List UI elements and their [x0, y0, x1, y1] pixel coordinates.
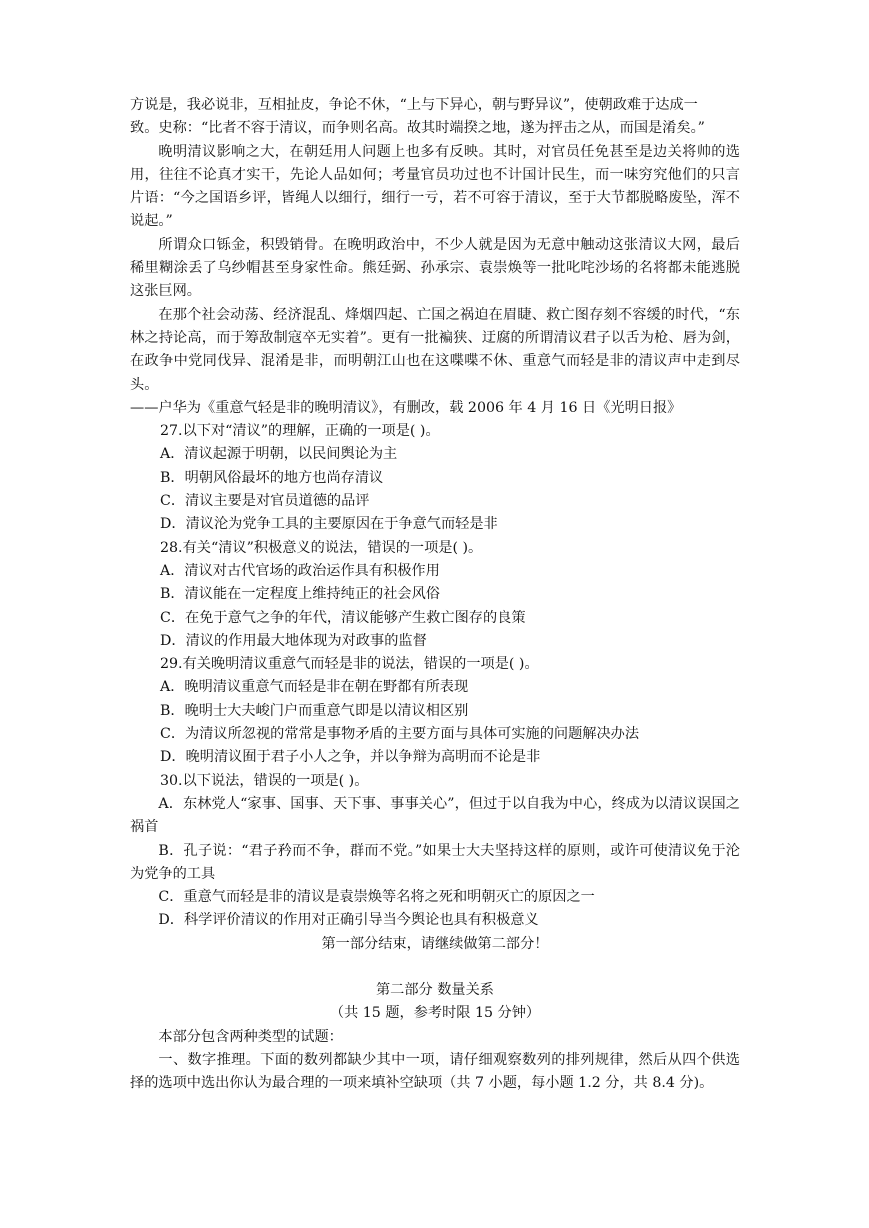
passage-source: ——户华为《重意气轻是非的晚明清议》，有删改，载 2006 年 4 月 16 日《光明日报》	[130, 399, 682, 416]
question-stem: 29.有关晚明清议重意气而轻是非的说法，错误的一项是( )。	[160, 656, 539, 673]
question-29	[130, 653, 740, 769]
question-option: B．孔子说：“君子矜而不争，群而不党。”如果士大夫坚持这样的原则，或许可使清议免于沦为党争的工具	[130, 842, 740, 882]
passage-paragraph-4: 在那个社会动荡、经济混乱、烽烟四起、亡国之祸迫在眉睫、救亡图存刻不容缓的时代，“东林之持论高，而于筹敌制寇卒无实着”。更有一批褊狭、迂腐的所谓清议君子以舌为枪、唇为剑，在政争中党同伐异、混淆是非，而明朝江山也在这喋喋不休、重意气而轻是非的清议声中走到尽头。	[130, 306, 740, 393]
question-28	[130, 537, 740, 653]
question-option: B．晚明士大夫峻门户而重意气即是以清议相区别	[160, 702, 469, 719]
question-27	[130, 420, 740, 536]
section-spacer	[130, 956, 740, 979]
part2-subtitle: （共 15 题，参考时限 15 分钟）	[329, 1005, 541, 1022]
passage-paragraph-2: 晚明清议影响之大，在朝廷用人问题上也多有反映。其时，对官员任免甚至是边关将帅的选用，往往不论真才实干，先论人品如何；考量官员功过也不计国计民生，而一味穷究他们的只言片语：“今之国语乡评，皆绳人以细行，细行一亏，若不可容于清议，至于大节都脱略废坠，浑不说起。”	[130, 143, 740, 230]
question-option: A．晚明清议重意气而轻是非在朝在野都有所表现	[160, 679, 469, 696]
question-stem: 30.以下说法，错误的一项是( )。	[160, 772, 369, 789]
question-option: C．为清议所忽视的常常是事物矛盾的主要方面与具体可实施的问题解决办法	[160, 726, 640, 743]
question-option: B．清议能在一定程度上维持纯正的社会风俗	[160, 586, 440, 603]
passage-paragraph-3: 所谓众口铄金，积毁销骨。在晚明政治中，不少人就是因为无意中触动这张清议大网，最后稀里糊涂丢了乌纱帽甚至身家性命。熊廷弼、孙承宗、袁崇焕等一批叱咤沙场的名将都未能逃脱这张巨网。	[130, 236, 740, 300]
question-stem: 27.以下对“清议”的理解，正确的一项是( )。	[160, 423, 440, 440]
passage-p1-line1: 方说是，我必说非，互相扯皮，争论不休，“上与下异心，朝与野异议”，使朝政难于达成一	[130, 97, 698, 113]
question-option: D．清议沦为党争工具的主要原因在于争意气而轻是非	[160, 516, 498, 533]
question-option: D．晚明清议囿于君子小人之争，并以争辩为高明而不论是非	[160, 749, 541, 766]
part1-end-notice: 第一部分结束，请继续做第二部分！	[321, 935, 549, 952]
question-option: C．清议主要是对官员道德的品评	[160, 493, 370, 510]
question-option: A．东林党人“家事、国事、天下事、事事关心”，但过于以自我为中心，终成为以清议误国之祸首	[130, 795, 740, 836]
question-option: A．清议对古代官场的政治运作具有积极作用	[160, 562, 440, 579]
question-option: C．重意气而轻是非的清议是袁崇焕等名将之死和明朝灭亡的原因之一	[158, 889, 595, 906]
question-option: C．在免于意气之争的年代，清议能够产生救亡图存的良策	[160, 609, 526, 626]
document-page	[130, 94, 740, 1095]
part2-section1-instructions: 一、数字推理。下面的数列都缺少其中一项，请仔细观察数列的排列规律，然后从四个供选择的选项中选出你认为最合理的一项来填补空缺项（共 7 小题，每小题 1.2 分，共 8.4 分)。	[130, 1051, 740, 1092]
question-option: B．明朝风俗最坏的地方也尚存清议	[160, 469, 384, 486]
question-option: A．清议起源于明朝，以民间舆论为主	[160, 446, 398, 463]
passage-p1-line2: 致。史称：“比者不容于清议，而争则名高。故其时端揆之地，遂为抨击之从，而国是淆矣。”	[130, 120, 705, 137]
part2-title: 第二部分 数量关系	[375, 981, 494, 998]
question-30	[130, 770, 740, 933]
part2-intro: 本部分包含两种类型的试题：	[158, 1028, 343, 1045]
question-option: D．科学评价清议的作用对正确引导当今舆论也具有积极意义	[158, 912, 539, 929]
question-option: D．清议的作用最大地体现为对政事的监督	[160, 632, 427, 649]
question-stem: 28.有关“清议”积极意义的说法，错误的一项是( )。	[160, 539, 483, 556]
